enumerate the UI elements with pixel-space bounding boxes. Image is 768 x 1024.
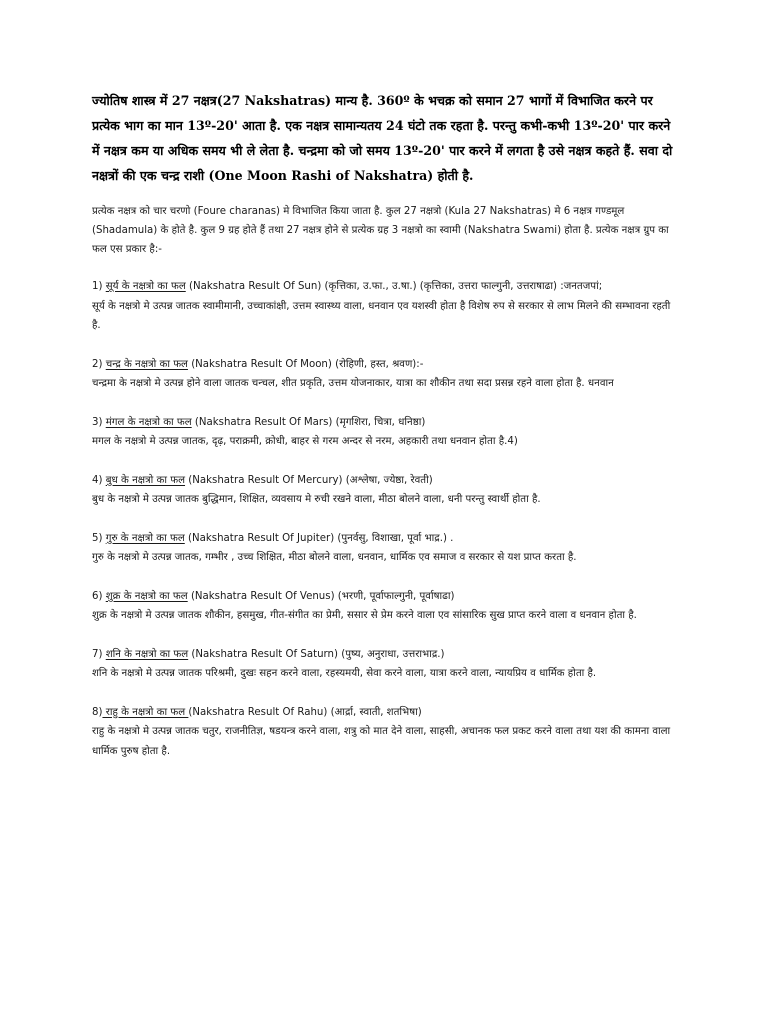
section-title: राहु के नक्षत्रो का फल bbox=[102, 706, 189, 718]
section-number: 5) bbox=[92, 532, 103, 544]
section-title: शुक्र के नक्षत्रो का फल bbox=[105, 590, 188, 602]
section-number: 8) bbox=[92, 706, 103, 718]
document-page bbox=[92, 88, 678, 780]
section-title: गुरु के नक्षत्रो का फल bbox=[105, 532, 185, 544]
section-description: चन्द्रमा के नक्षत्रो मे उत्पन्न होने वाला जातक चन्चल, शीत प्रकृति, उत्तम योजनाकार, यात्रा का शौकीन तथा सदा प्रसन्न रहने वाला होता है. धनवान bbox=[92, 378, 614, 389]
section-subtitle: (Nakshatra Result Of Mercury) (अश्लेषा, ज्येष्ठा, रेवती) bbox=[185, 474, 433, 486]
section-title: चन्द्र के नक्षत्रो का फल bbox=[105, 358, 188, 370]
section-sun bbox=[92, 277, 678, 336]
section-title: शनि के नक्षत्रो का फल bbox=[105, 648, 189, 660]
section-mars bbox=[92, 413, 678, 452]
section-subtitle: (Nakshatra Result Of Moon) (रोहिणी, हस्त, श्रवण):- bbox=[187, 358, 424, 370]
section-subtitle: (Nakshatra Result Of Rahu) (आर्द्रा, स्वाती, शतभिषा) bbox=[188, 706, 422, 718]
section-heading bbox=[92, 529, 678, 549]
section-mercury bbox=[92, 471, 678, 510]
section-description: सूर्य के नक्षत्रो मे उत्पन्न जातक स्वामीमानी, उच्चाकांक्षी, उत्तम स्वास्थ्य वाला, धनवान एव यशस्वी होता है विशेष रुप से सरकार से लाभ मिलने की सम्भावना रहती है. bbox=[92, 300, 671, 331]
section-subtitle: (Nakshatra Result Of Jupiter) (पुनर्वसु, विशाखा, पूर्वा भाद्र.) . bbox=[184, 532, 454, 544]
section-number: 1) bbox=[92, 281, 103, 292]
section-description: मगल के नक्षत्रो मे उत्पन्न जातक, दृढ़, पराक्रमी, क्रोधी, बाहर से गरम अन्दर से नरम, अहकारी तथा धनवान होता है.4) bbox=[92, 436, 518, 447]
section-subtitle: (Nakshatra Result Of Sun) (कृत्तिका, उ.फा., उ.षा.) (कृत्तिका, उत्तरा फाल्गुनी, उत्तराषाढा) :जनतजपां; bbox=[185, 281, 603, 292]
section-moon bbox=[92, 355, 678, 394]
section-subtitle: (Nakshatra Result Of Saturn) (पुष्य, अनुराधा, उत्तराभाद्र.) bbox=[188, 648, 445, 660]
section-number: 3) bbox=[92, 416, 103, 428]
section-subtitle: (Nakshatra Result Of Venus) (भरणी, पूर्वाफाल्गुनी, पूर्वाषाढा) bbox=[187, 590, 455, 602]
section-jupiter bbox=[92, 529, 678, 568]
section-number: 7) bbox=[92, 648, 103, 660]
section-subtitle: (Nakshatra Result Of Mars) (मृगशिरा, चित्रा, धनिष्ठा) bbox=[191, 416, 426, 428]
section-heading bbox=[92, 277, 678, 297]
section-heading bbox=[92, 645, 678, 665]
section-description: बुध के नक्षत्रो मे उत्पन्न जातक बुद्धिमान, शिक्षित, व्यवसाय मे रुची रखने वाला, मीठा बोलने वाला, धनी परन्तु स्वार्थी होता है. bbox=[92, 494, 541, 505]
section-title: बुध के नक्षत्रो का फल bbox=[105, 474, 186, 486]
intro-paragraph: ज्योतिष शास्त्र में 27 नक्षत्र(27 Nakshatras) मान्य है. 360º के भचक्र को समान 27 भागों में विभाजित करने पर प्रत्येक भाग का मान 13º-20' आता है. एक नक्षत्र सामान्यतय 24 घंटो तक रहता है. परन्तु कभी-कभी 13º-20' पार करने में नक्षत्र कम या अधिक समय भी ले लेता है. चन्द्रमा को जो समय 13º-20' पार करने में लगता है उसे नक्षत्र कहते हैं. सवा दो नक्षत्रों की एक चन्द्र राशी (One Moon Rashi of Nakshatra) होती है. bbox=[92, 93, 673, 183]
section-description: शुक्र के नक्षत्रो मे उत्पन्न जातक शौकीन, हसमुख, गीत-संगीत का प्रेमी, ससार से प्रेम करने वाला एव सांसारिक सुख प्राप्त करने वाला व धनवान होता है. bbox=[92, 610, 637, 621]
section-heading bbox=[92, 471, 678, 491]
section-heading bbox=[92, 355, 678, 375]
charanas-paragraph: प्रत्येक नक्षत्र को चार चरणो (Foure charanas) मे विभाजित किया जाता है. कुल 27 नक्षत्रो (Kula 27 Nakshatras) मे 6 नक्षत्र गण्डमूल (Shadamula) के होते है. कुल 9 ग्रह होते हैं तथा 27 नक्षत्र होने से प्रत्येक ग्रह 3 नक्षत्रो का स्वामी (Nakshatra Swami) होता है. प्रत्येक नक्षत्र ग्रुप का फल एस प्रकार है:- bbox=[92, 206, 669, 255]
section-title: सूर्य के नक्षत्रो का फल bbox=[105, 281, 186, 292]
section-number: 6) bbox=[92, 590, 103, 602]
section-description: शनि के नक्षत्रो मे उत्पन्न जातक परिश्रमी, दुखः सहन करने वाला, रहस्यमयी, सेवा करने वाला, यात्रा करने वाला, न्यायप्रिय व धार्मिक होता है. bbox=[92, 668, 597, 679]
section-heading bbox=[92, 413, 678, 433]
section-description: राहु के नक्षत्रो मे उत्पन्न जातक चतुर, राजनीतिज्ञ, षडयन्त्र करने वाला, शत्रु को मात देने वाला, साहसी, अचानक फल प्रकट करने वाला तथा यश की कामना वाला धार्मिक पुरुष होता है. bbox=[92, 726, 671, 757]
section-number: 2) bbox=[92, 358, 103, 370]
section-description: गुरु के नक्षत्रो मे उत्पन्न जातक, गम्भीर , उच्च शिक्षित, मीठा बोलने वाला, धनवान, धार्मिक एव समाज व सरकार से यश प्राप्त करता है. bbox=[92, 552, 577, 563]
section-rahu bbox=[92, 703, 678, 762]
section-heading bbox=[92, 703, 678, 723]
section-title: मंगल के नक्षत्रो का फल bbox=[105, 416, 192, 428]
section-venus bbox=[92, 587, 678, 626]
section-saturn bbox=[92, 645, 678, 684]
section-heading bbox=[92, 587, 678, 607]
section-number: 4) bbox=[92, 474, 103, 486]
